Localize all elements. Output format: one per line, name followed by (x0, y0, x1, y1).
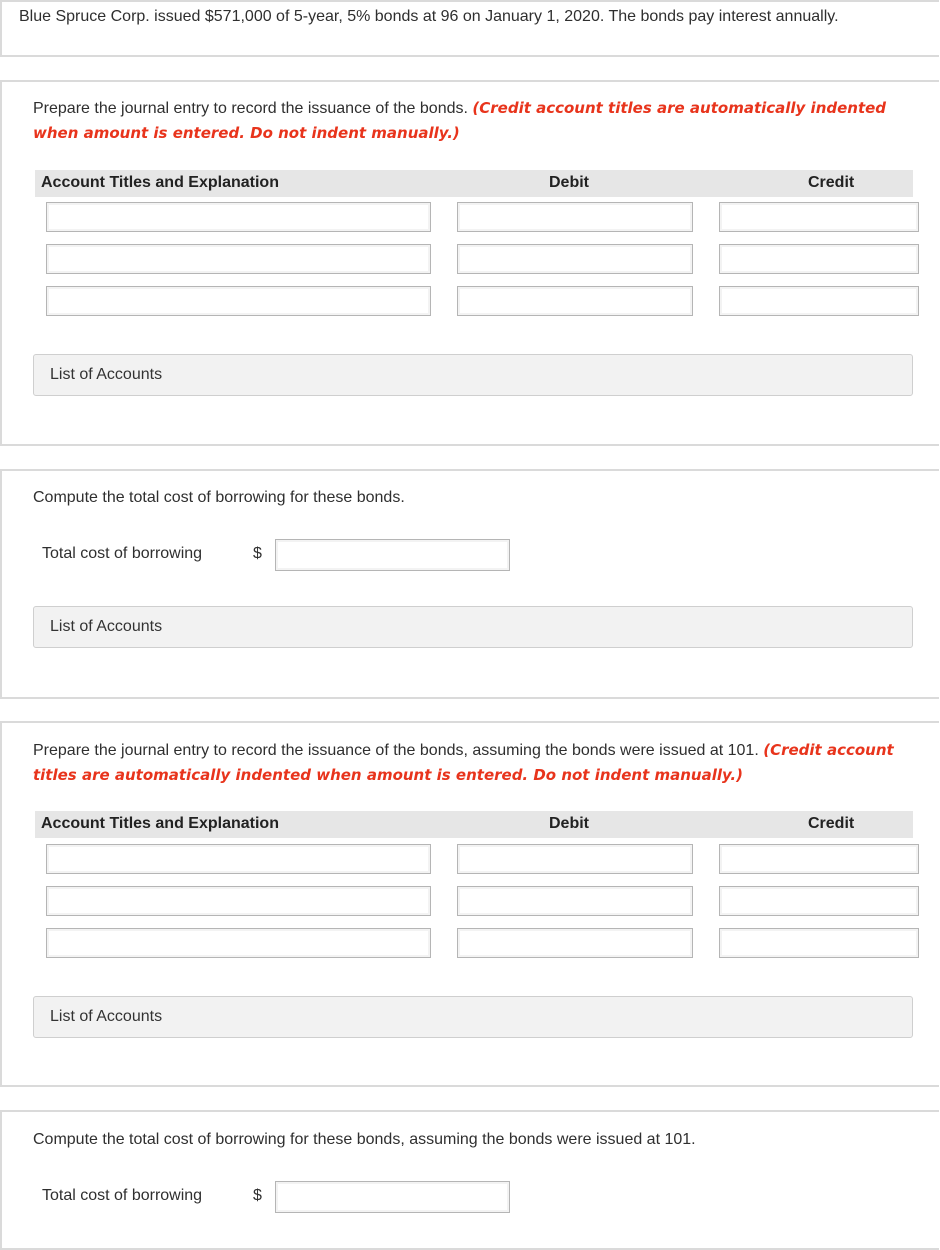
header-credit: Credit (808, 174, 855, 191)
account-title-input[interactable] (46, 202, 431, 232)
account-title-input[interactable] (46, 244, 431, 274)
intro-panel (0, 0, 939, 57)
debit-input[interactable] (457, 886, 693, 916)
journal-entry-panel-1 (0, 80, 939, 446)
journal-instruction-1: Prepare the journal entry to record the issuance of the bonds. (33, 100, 468, 117)
debit-input[interactable] (457, 202, 693, 232)
credit-input[interactable] (719, 286, 919, 316)
indent-note-2: (Credit account titles are automatically indented when amount is entered. Do not indent manually.) (33, 741, 894, 784)
journal-table-header-2 (35, 811, 913, 838)
list-of-accounts-label: List of Accounts (50, 1008, 163, 1025)
credit-input[interactable] (719, 928, 919, 958)
currency-symbol: $ (253, 545, 262, 562)
total-cost-label: Total cost of borrowing (42, 545, 203, 562)
credit-input[interactable] (719, 886, 919, 916)
header-account-titles: Account Titles and Explanation (41, 815, 279, 832)
total-cost-input[interactable] (275, 1181, 510, 1213)
credit-input[interactable] (719, 844, 919, 874)
total-cost-label: Total cost of borrowing (42, 1187, 203, 1204)
list-of-accounts-button[interactable] (33, 354, 913, 396)
total-cost-input[interactable] (275, 539, 510, 571)
cost-prompt-2: Compute the total cost of borrowing for these bonds, assuming the bonds were issued at 101. (33, 1131, 696, 1148)
list-of-accounts-label: List of Accounts (50, 366, 163, 383)
journal-table-header-1 (35, 170, 913, 197)
currency-symbol: $ (253, 1187, 262, 1204)
account-title-input[interactable] (46, 844, 431, 874)
list-of-accounts-button[interactable] (33, 606, 913, 648)
cost-prompt-1: Compute the total cost of borrowing for these bonds. (33, 489, 405, 506)
cost-of-borrowing-panel-1 (0, 469, 939, 699)
debit-input[interactable] (457, 244, 693, 274)
account-title-input[interactable] (46, 286, 431, 316)
list-of-accounts-label: List of Accounts (50, 618, 163, 635)
header-credit: Credit (808, 815, 855, 832)
journal-prompt-1 (33, 96, 893, 146)
journal-prompt-2 (33, 738, 908, 788)
indent-note-1: (Credit account titles are automatically indented when amount is entered. Do not indent manually.) (33, 99, 887, 142)
credit-input[interactable] (719, 202, 919, 232)
header-account-titles: Account Titles and Explanation (41, 174, 279, 191)
header-debit: Debit (549, 815, 589, 832)
account-title-input[interactable] (46, 886, 431, 916)
problem-statement: Blue Spruce Corp. issued $571,000 of 5-year, 5% bonds at 96 on January 1, 2020. The bonds pay interest annually. (19, 8, 839, 25)
journal-instruction-2: Prepare the journal entry to record the issuance of the bonds, assuming the bonds were issued at 101. (33, 742, 759, 759)
debit-input[interactable] (457, 928, 693, 958)
cost-of-borrowing-panel-2 (0, 1110, 939, 1250)
credit-input[interactable] (719, 244, 919, 274)
journal-entry-panel-2 (0, 721, 939, 1087)
debit-input[interactable] (457, 844, 693, 874)
header-debit: Debit (549, 174, 589, 191)
debit-input[interactable] (457, 286, 693, 316)
account-title-input[interactable] (46, 928, 431, 958)
list-of-accounts-button[interactable] (33, 996, 913, 1038)
